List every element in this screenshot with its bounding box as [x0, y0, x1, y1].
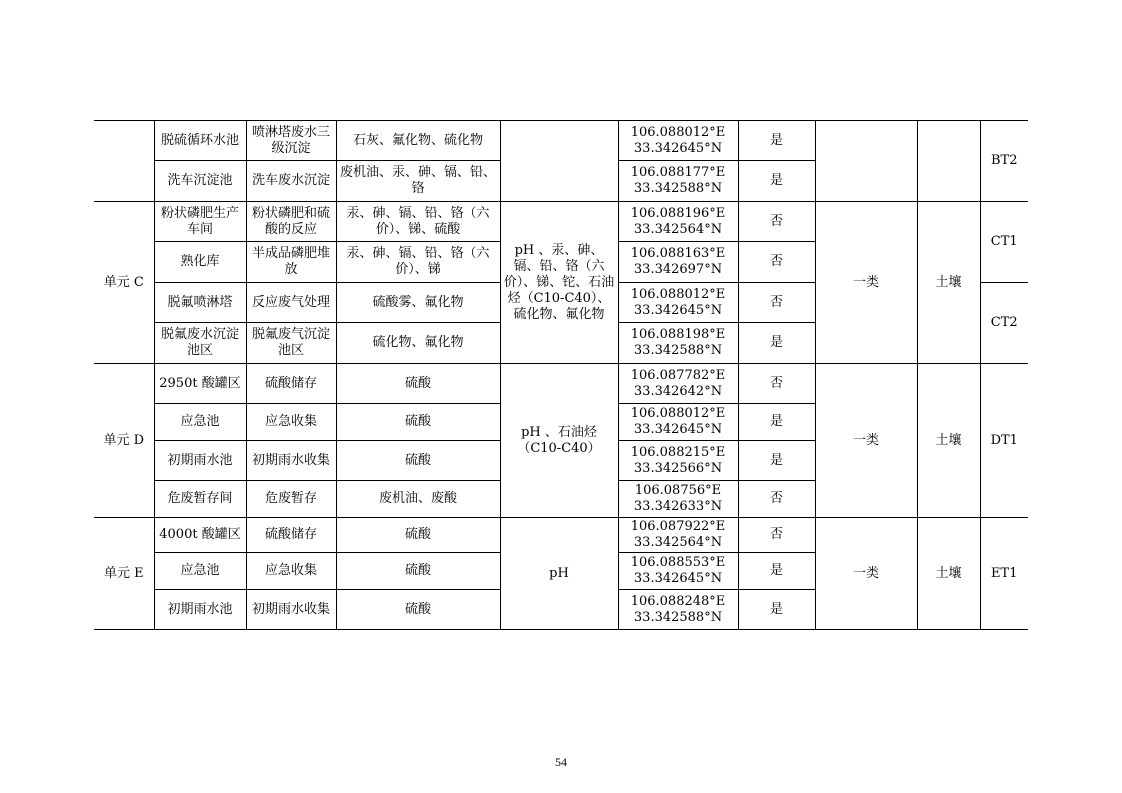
area-cell: 脱硫循环水池 — [154, 121, 246, 161]
unit-cell — [94, 121, 154, 202]
activity-cell: 初期雨水收集 — [246, 590, 336, 630]
longitude: 106.087782°E — [630, 367, 726, 383]
table-row — [94, 121, 1028, 161]
class-cell: 一类 — [815, 518, 917, 630]
longitude: 106.088177°E — [630, 165, 726, 180]
medium-cell: 土壤 — [917, 202, 980, 364]
unit-cell: 单元 E — [94, 518, 154, 630]
medium-cell — [917, 121, 980, 202]
latitude: 33.342633°N — [633, 499, 723, 514]
coordinate-cell — [618, 404, 738, 441]
longitude: 106.08756°E — [634, 483, 722, 498]
pollutant-cell: 硫酸 — [336, 364, 500, 404]
latitude: 33.342697°N — [633, 262, 723, 277]
pollutant-cell: 硫酸 — [336, 518, 500, 553]
coordinate-cell — [618, 202, 738, 242]
unit-cell: 单元 C — [94, 202, 154, 364]
coordinate-cell — [618, 553, 738, 590]
key-area-cell: 否 — [738, 202, 815, 242]
pollutant-cell: 废机油、汞、砷、镉、铅、铬 — [336, 161, 500, 202]
area-cell: 应急池 — [154, 553, 246, 590]
longitude: 106.088012°E — [630, 286, 726, 302]
pollutant-cell: 石灰、氟化物、硫化物 — [336, 121, 500, 161]
medium-cell: 土壤 — [917, 518, 980, 630]
sample-id-cell: DT1 — [980, 364, 1028, 518]
area-cell: 粉状磷肥生产车间 — [154, 202, 246, 242]
sample-id-cell: CT1 — [980, 202, 1028, 283]
key-area-cell: 是 — [738, 553, 815, 590]
longitude: 106.088198°E — [630, 327, 726, 342]
activity-cell: 应急收集 — [246, 404, 336, 441]
latitude: 33.342564°N — [633, 535, 723, 550]
activity-cell: 硫酸储存 — [246, 364, 336, 404]
table-row — [94, 518, 1028, 553]
sample-id-cell: CT2 — [980, 283, 1028, 364]
pollutant-cell: 硫化物、氟化物 — [336, 323, 500, 364]
activity-cell: 应急收集 — [246, 553, 336, 590]
pollutant-cell: 废机油、废酸 — [336, 481, 500, 518]
activity-cell: 喷淋塔废水三级沉淀 — [246, 121, 336, 161]
key-area-cell: 是 — [738, 590, 815, 630]
longitude: 106.087922°E — [630, 519, 726, 534]
longitude: 106.088163°E — [630, 246, 726, 261]
sample-id-cell: BT2 — [980, 121, 1028, 202]
coordinate-cell — [618, 242, 738, 283]
longitude: 106.088196°E — [630, 205, 726, 221]
class-cell: 一类 — [815, 364, 917, 518]
class-cell: 一类 — [815, 202, 917, 364]
table-row — [94, 202, 1028, 242]
latitude: 33.342645°N — [633, 571, 723, 586]
key-area-cell: 是 — [738, 161, 815, 202]
latitude: 33.342645°N — [633, 422, 723, 437]
area-cell: 脱氟喷淋塔 — [154, 283, 246, 323]
latitude: 33.342588°N — [633, 181, 723, 196]
longitude: 106.088215°E — [630, 444, 726, 460]
page-number: 54 — [555, 755, 567, 769]
coordinate-cell — [618, 441, 738, 481]
pollutant-cell: 硫酸雾、氟化物 — [336, 283, 500, 323]
key-area-cell: 否 — [738, 283, 815, 323]
indicator-cell: pH 、汞、砷、镉、铅、铬（六价）、锑、铊、石油烃（C10-C40）、硫化物、氟化物 — [500, 202, 618, 364]
key-area-cell: 否 — [738, 481, 815, 518]
sampling-point-table — [94, 120, 1028, 630]
area-cell: 初期雨水池 — [154, 590, 246, 630]
area-cell: 危废暂存间 — [154, 481, 246, 518]
area-cell: 熟化库 — [154, 242, 246, 283]
key-area-cell: 否 — [738, 364, 815, 404]
key-area-cell: 否 — [738, 242, 815, 283]
pollutant-cell: 硫酸 — [336, 590, 500, 630]
coordinate-cell — [618, 590, 738, 630]
key-area-cell: 是 — [738, 121, 815, 161]
longitude: 106.088012°E — [630, 406, 726, 421]
sample-id-cell: ET1 — [980, 518, 1028, 630]
area-cell: 初期雨水池 — [154, 441, 246, 481]
coordinate-cell — [618, 161, 738, 202]
pollutant-cell: 硫酸 — [336, 553, 500, 590]
longitude: 106.088553°E — [630, 555, 726, 570]
table-row — [94, 364, 1028, 404]
pollutant-cell: 汞、砷、镉、铅、铬（六价）、锑 — [336, 242, 500, 283]
area-cell: 脱氟废水沉淀池区 — [154, 323, 246, 364]
longitude: 106.088248°E — [630, 593, 726, 609]
indicator-cell — [500, 121, 618, 202]
indicator-cell: pH — [500, 518, 618, 630]
activity-cell: 半成品磷肥堆 放 — [246, 242, 336, 283]
coordinate-cell — [618, 518, 738, 553]
latitude: 33.342566°N — [633, 460, 723, 476]
indicator-cell: pH 、石油烃（C10-C40） — [500, 364, 618, 518]
area-cell: 应急池 — [154, 404, 246, 441]
unit-cell: 单元 D — [94, 364, 154, 518]
pollutant-cell: 汞、砷、镉、铅、铬（六价）、锑、硫酸 — [336, 202, 500, 242]
latitude: 33.342642°N — [633, 383, 723, 399]
activity-cell: 洗车废水沉淀 — [246, 161, 336, 202]
coordinate-cell — [618, 323, 738, 364]
latitude: 33.342564°N — [633, 221, 723, 237]
key-area-cell: 是 — [738, 323, 815, 364]
key-area-cell: 是 — [738, 441, 815, 481]
pollutant-cell: 硫酸 — [336, 441, 500, 481]
coordinate-cell — [618, 121, 738, 161]
activity-cell: 脱氟废气沉淀 池区 — [246, 323, 336, 364]
activity-cell: 硫酸储存 — [246, 518, 336, 553]
activity-cell: 粉状磷肥和硫酸的反应 — [246, 202, 336, 242]
medium-cell: 土壤 — [917, 364, 980, 518]
longitude: 106.088012°E — [630, 124, 726, 140]
latitude: 33.342645°N — [633, 302, 723, 318]
area-cell: 4000t 酸罐区 — [154, 518, 246, 553]
coordinate-cell — [618, 283, 738, 323]
key-area-cell: 是 — [738, 404, 815, 441]
activity-cell: 反应废气处理 — [246, 283, 336, 323]
class-cell — [815, 121, 917, 202]
key-area-cell: 否 — [738, 518, 815, 553]
activity-cell: 初期雨水收集 — [246, 441, 336, 481]
coordinate-cell — [618, 364, 738, 404]
latitude: 33.342645°N — [633, 140, 723, 156]
activity-cell: 危废暂存 — [246, 481, 336, 518]
area-cell: 洗车沉淀池 — [154, 161, 246, 202]
latitude: 33.342588°N — [633, 609, 723, 625]
pollutant-cell: 硫酸 — [336, 404, 500, 441]
area-cell: 2950t 酸罐区 — [154, 364, 246, 404]
coordinate-cell — [618, 481, 738, 518]
latitude: 33.342588°N — [633, 343, 723, 358]
